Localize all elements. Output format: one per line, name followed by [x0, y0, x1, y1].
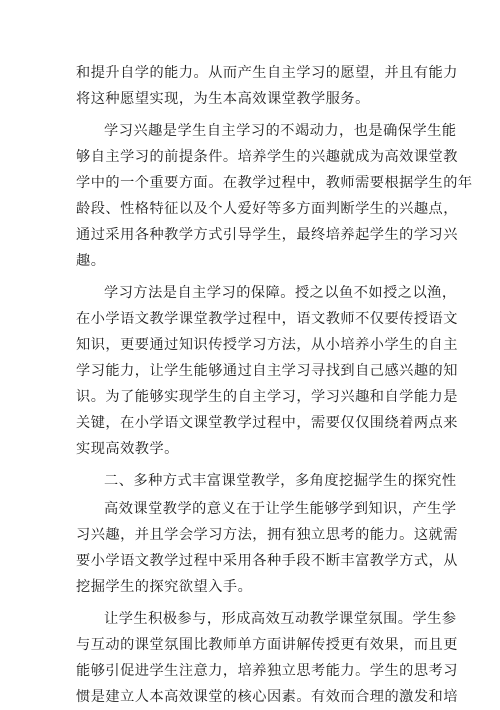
text-line: 学习能力，让学生能够通过自主学习寻找到自己感兴趣的知: [76, 363, 458, 379]
text-line: 将这种愿望实现，为生本高效课堂教学服务。: [76, 91, 370, 107]
text-line: 二、多种方式丰富课堂教学，多角度挖掘学生的探究性: [104, 473, 457, 489]
text-line: 惯是建立人本高效课堂的核心因素。有效而合理的激发和培: [76, 689, 458, 705]
text-line: 习兴趣，并且学会学习方法，拥有独立思考的能力。这就需: [76, 527, 458, 543]
text-line: 在小学语文教学课堂教学过程中，语文教师不仅要传授语文: [76, 311, 458, 327]
text-line: 识。为了能够实现学生的自主学习，学习兴趣和自学能力是: [76, 389, 458, 405]
text-line: 够自主学习的前提条件。培养学生的兴趣就成为高效课堂教: [76, 149, 458, 165]
text-line: 挖掘学生的探究欲望入手。: [76, 579, 253, 595]
text-line: 要小学语文教学过程中采用各种手段不断丰富教学方式，从: [76, 553, 458, 569]
text-line: 趣。: [76, 253, 106, 269]
text-line: 和提升自学的能力。从而产生自主学习的愿望，并且有能力: [76, 65, 458, 81]
text-line: 能够引促进学生注意力，培养独立思考能力。学生的思考习: [76, 663, 458, 679]
text-line: 学中的一个重要方面。在教学过程中，教师需要根据学生的年: [76, 175, 473, 191]
text-line: 知识，更要通过知识传授学习方法，从小培养小学生的自主: [76, 337, 458, 353]
text-line: 学习兴趣是学生自主学习的不竭动力，也是确保学生能: [104, 123, 457, 139]
text-line: 通过采用各种教学方式引导学生，最终培养起学生的学习兴: [76, 227, 458, 243]
text-line: 实现高效教学。: [76, 441, 179, 457]
text-line: 学习方法是自主学习的保障。授之以鱼不如授之以渔，: [104, 285, 457, 301]
text-line: 龄段、性格特征以及个人爱好等多方面判断学生的兴趣点，: [76, 201, 458, 217]
text-line: 让学生积极参与，形成高效互动教学课堂氛围。学生参: [104, 611, 457, 627]
text-line: 关键，在小学语文课堂教学过程中，需要仅仅围绕着两点来: [76, 415, 458, 431]
text-line: 高效课堂教学的意义在于让学生能够学到知识，产生学: [104, 501, 457, 517]
text-line: 与互动的课堂氛围比教师单方面讲解传授更有效果，而且更: [76, 637, 458, 653]
